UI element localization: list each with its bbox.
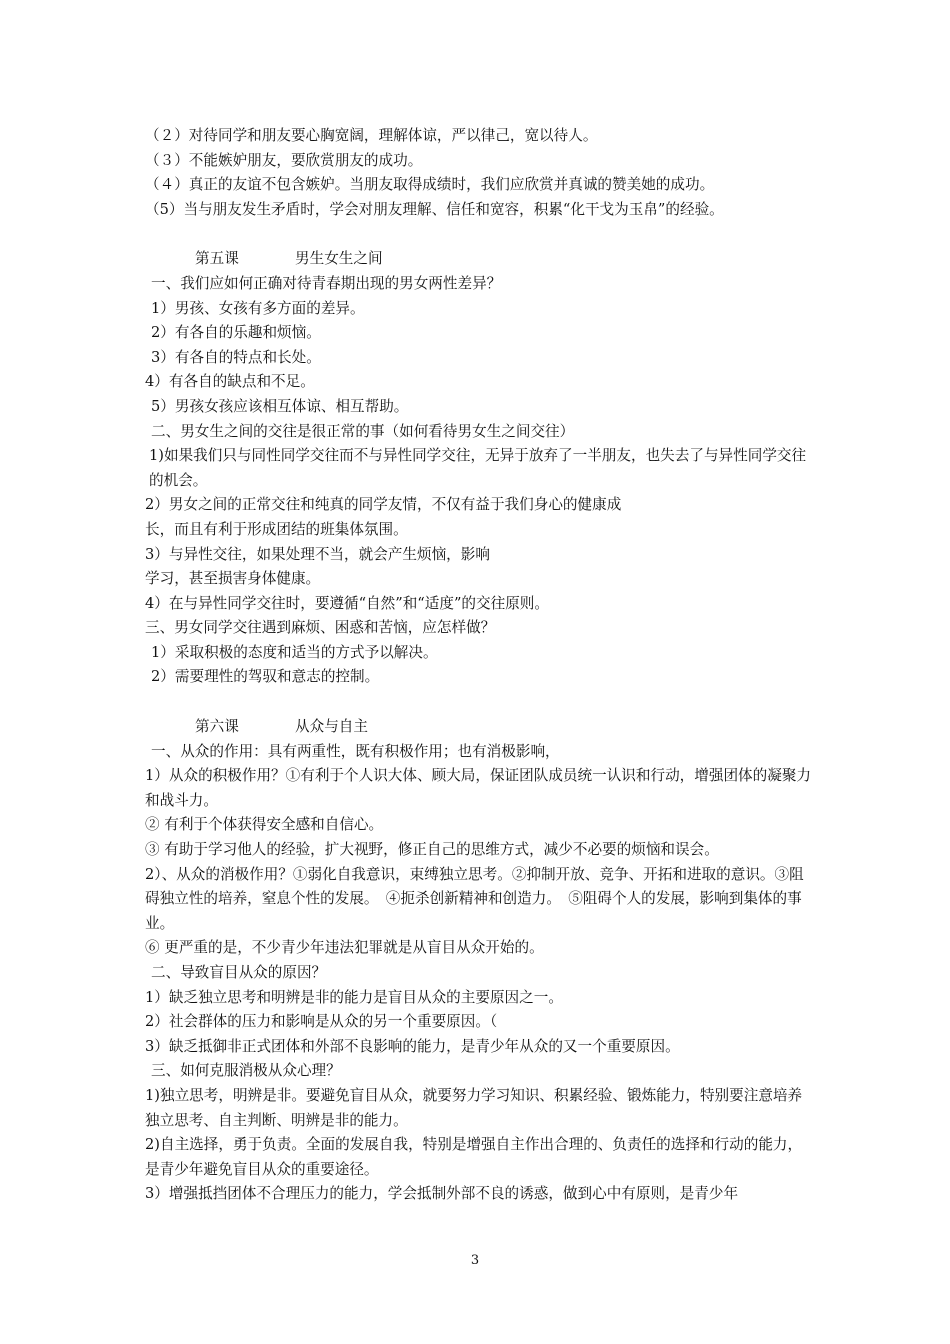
document-body xyxy=(145,124,813,1207)
lesson6-line-13: 2)自主选择，勇于负责。全面的发展自我，特别是增强自主作出合理的、负责任的选择和行动的能力，是青少年避免盲目从众的重要途径。 xyxy=(145,1136,803,1178)
lesson5-line-12: 学习，甚至损害身体健康。 xyxy=(145,570,321,588)
lesson6-line-8: 1）缺乏独立思考和明辨是非的能力是盲目从众的主要原因之一。 xyxy=(145,988,563,1006)
lesson5-line-9: 2）男女之间的正常交往和纯真的同学友情，不仅有益于我们身心的健康成 xyxy=(145,496,622,514)
intro-line-4: （5）当与朋友发生矛盾时，学会对朋友理解、信任和宽容，积累“化干戈为玉帛”的经验。 xyxy=(145,200,724,218)
lesson5-line-10: 长，而且有利于形成团结的班集体氛围。 xyxy=(145,520,408,538)
lesson6-line-7: 二、导致盲目从众的原因？ xyxy=(151,964,327,981)
lesson6-line-11: 三、如何克服消极从众心理？ xyxy=(151,1062,341,1080)
lesson6-line-3: ② 有利于个体获得安全感和自信心。 xyxy=(145,816,384,834)
lesson5-title: 男生女生之间 xyxy=(295,250,383,268)
lesson5-line-3: 2）有各自的乐趣和烦恼。 xyxy=(151,324,321,342)
lesson6-title: 从众与自主 xyxy=(295,718,368,736)
lesson5-line-13: 4）在与异性同学交往时，要遵循“自然”和“适度”的交往原则。 xyxy=(145,594,549,612)
lesson6-line-6: ⑥ 更严重的是，不少青少年违法犯罪就是从盲目从众开始的。 xyxy=(145,939,544,957)
lesson6-line-12: 1)独立思考，明辨是非。要避免盲目从众，就要努力学习知识、积累经验、锻炼能力，特别要注意培养独立思考、自主判断、明辨是非的能力。 xyxy=(145,1086,803,1129)
lesson5-heading xyxy=(195,247,813,272)
lesson6-heading xyxy=(195,715,813,740)
intro-line-3: （４）真正的友谊不包含嫉妒。当朋友取得成绩时，我们应欣赏并真诚的赞美她的成功。 xyxy=(145,176,715,194)
lesson5-line-15: 1）采取积极的态度和适当的方式予以解决。 xyxy=(151,643,438,661)
intro-line-1: （２）对待同学和朋友要心胸宽阔，理解体谅，严以律己，宽以待人。 xyxy=(145,127,598,144)
lesson5-number: 第五课 xyxy=(195,250,239,268)
lesson5-line-7: 二、男女生之间的交往是很正常的事（如何看待男女生之间交往） xyxy=(151,422,575,440)
lesson6-line-10: 3）缺乏抵御非正式团体和外部不良影响的能力，是青少年从众的又一个重要原因。 xyxy=(145,1037,680,1055)
lesson5-line-1: 一、我们应如何正确对待青春期出现的男女两性差异？ xyxy=(151,274,502,292)
lesson6-number: 第六课 xyxy=(195,718,239,736)
lesson5-line-11: 3）与异性交往，如果处理不当，就会产生烦恼，影响 xyxy=(145,545,490,563)
lesson5-line-5: 4）有各自的缺点和不足。 xyxy=(145,373,315,391)
lesson5-line-16: 2）需要理性的驾驭和意志的控制。 xyxy=(151,668,380,686)
lesson5-line-14: 三、男女同学交往遇到麻烦、困惑和苦恼，应怎样做？ xyxy=(145,619,496,637)
lesson5-line-8: 1)如果我们只与同性同学交往而不与异性同学交往，无异于放弃了一半朋友，也失去了与异性同学交往的机会。 xyxy=(149,447,807,489)
lesson5-line-4: 3）有各自的特点和长处。 xyxy=(151,348,321,366)
lesson6-line-2: 1）从众的积极作用？①有利于个人识大体、顾大局，保证团队成员统一认识和行动，增强团体的凝聚力和战斗力。 xyxy=(145,767,812,809)
intro-line-2: （３）不能嫉妒朋友，要欣赏朋友的成功。 xyxy=(145,151,423,169)
lesson6-line-14: 3）增强抵挡团体不合理压力的能力，学会抵制外部不良的诱惑，做到心中有原则，是青少年 xyxy=(145,1185,739,1203)
page-number: 3 xyxy=(470,1253,480,1268)
lesson6-line-1: 一、从众的作用：具有两重性，既有积极作用；也有消极影响， xyxy=(151,742,560,760)
lesson6-line-5: 2）、从众的消极作用？①弱化自我意识，束缚独立思考。②抑制开放、竞争、开拓和进取的意识。③阻碍独立性的培养，窒息个性的发展。 ④扼杀创新精神和创造力。 ⑤阻碍个人的发展，影响到集体的事业。 xyxy=(145,865,804,932)
lesson5-line-2: 1）男孩、女孩有多方面的差异。 xyxy=(151,299,365,317)
lesson6-line-4: ③ 有助于学习他人的经验，扩大视野，修正自己的思维方式，减少不必要的烦恼和误会。 xyxy=(145,841,719,859)
lesson6-line-9: 2）社会群体的压力和影响是从众的另一个重要原因。（ xyxy=(145,1013,498,1031)
lesson5-line-6: 5）男孩女孩应该相互体谅、相互帮助。 xyxy=(151,397,409,415)
